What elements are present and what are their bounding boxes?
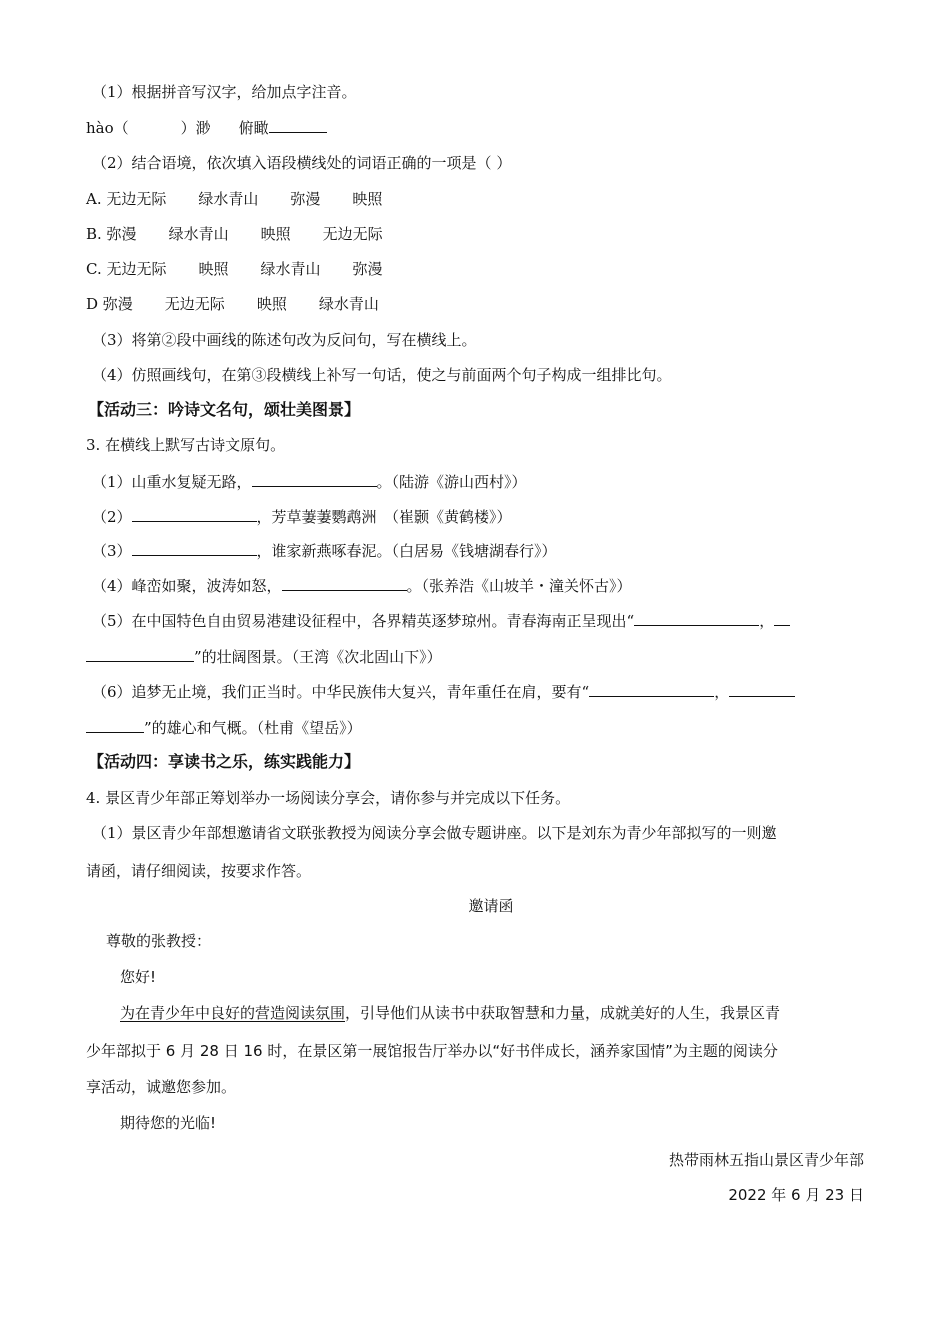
subquestion-4: （4）仿照画线句，在第③段横线上补写一句话，使之与前面两个句子构成一组排比句。 [92,366,672,384]
pinyin-row: hào（ ）渺 俯瞰 [86,117,864,138]
poem-line-6: （6）追梦无止境，我们正当时。中华民族伟大复兴，青年重任在肩，要有“ ， [92,681,864,702]
answer-blank[interactable] [634,610,759,626]
question-4-intro: 4. 景区青少年部正筹划举办一场阅读分享会，请你参与并完成以下任务。 [86,789,571,807]
poem-line-3: （3） ，谁家新燕啄春泥。（白居易《钱塘湖春行》） [92,542,557,560]
poem-line-1: （1）山重水复疑无路， 。（陆游《游山西村》） [92,473,527,491]
answer-blank[interactable] [774,610,790,626]
option-c[interactable]: C. 无边无际 映照 绿水青山 弥漫 [86,260,383,278]
answer-blank[interactable] [132,540,257,556]
answer-blank[interactable] [589,681,714,697]
option-d[interactable]: D 弥漫 无边无际 映照 绿水青山 [86,295,379,313]
letter-body-line-3: 享活动，诚邀您参加。 [86,1078,237,1096]
letter-salutation: 尊敬的张教授： [106,932,212,950]
letter-title: 邀请函 [468,897,514,915]
activity-4-heading: 【活动四：享读书之乐，练实践能力】 [88,752,361,771]
letter-sender: 热带雨林五指山景区青少年部 [668,1151,864,1169]
answer-blank[interactable] [282,575,407,591]
underlined-sentence: 为在青少年中良好的营造阅读氛围 [120,1004,346,1022]
letter-body-line-1: 为在青少年中良好的营造阅读氛围，引导他们从读书中获取智慧和力量，成就美好的人生，我景区青 [120,1004,781,1022]
poem-line-4: （4）峰峦如聚，波涛如怒， 。（张养浩《山坡羊・潼关怀古》） [92,577,632,595]
activity-3-heading: 【活动三：吟诗文名句，颂壮美图景】 [88,400,361,419]
question-3-intro: 3. 在横线上默写古诗文原句。 [86,436,286,454]
answer-blank[interactable] [86,646,194,662]
pinyin-label: hào（ [86,119,129,137]
poem-line-6-cont: ”的雄心和气概。（杜甫《望岳》） [86,717,864,738]
task-1-line-2: 请函，请仔细阅读，按要求作答。 [86,862,312,880]
answer-blank[interactable] [729,681,795,697]
letter-date: 2022 年 6 月 23 日 [728,1186,864,1204]
letter-closing: 期待您的光临! [120,1114,217,1132]
letter-greeting: 您好! [120,968,157,986]
option-a[interactable]: A. 无边无际 绿水青山 弥漫 映照 [86,190,383,208]
subquestion-1: （1）根据拼音写汉字，给加点字注音。 [92,83,357,101]
poem-line-5-cont: ”的壮阔图景。（王湾《次北固山下》） [86,646,864,667]
answer-blank[interactable] [86,717,144,733]
poem-line-2: （2） ，芳草萋萋鹦鹉洲 （崔颢《黄鹤楼》） [92,508,512,526]
letter-body-line-2: 少年部拟于 6 月 28 日 16 时，在景区第一展馆报告厅举办以“好书伴成长，涵养家国情”为主题的阅读分 [86,1042,778,1060]
subquestion-2: （2）结合语境，依次填入语段横线处的词语正确的一项是（ ） [92,154,512,172]
poem-line-5: （5）在中国特色自由贸易港建设征程中，各界精英逐梦琼州。青春海南正呈现出“ ， [92,610,864,631]
answer-blank[interactable] [252,471,377,487]
option-b[interactable]: B. 弥漫 绿水青山 映照 无边无际 [86,225,383,243]
subquestion-3: （3）将第②段中画线的陈述句改为反问句，写在横线上。 [92,331,477,349]
task-1-line-1: （1）景区青少年部想邀请省文联张教授为阅读分享会做专题讲座。以下是刘东为青少年部拟写的一则邀 [92,824,777,842]
answer-blank[interactable] [269,117,327,133]
answer-blank[interactable] [132,506,257,522]
